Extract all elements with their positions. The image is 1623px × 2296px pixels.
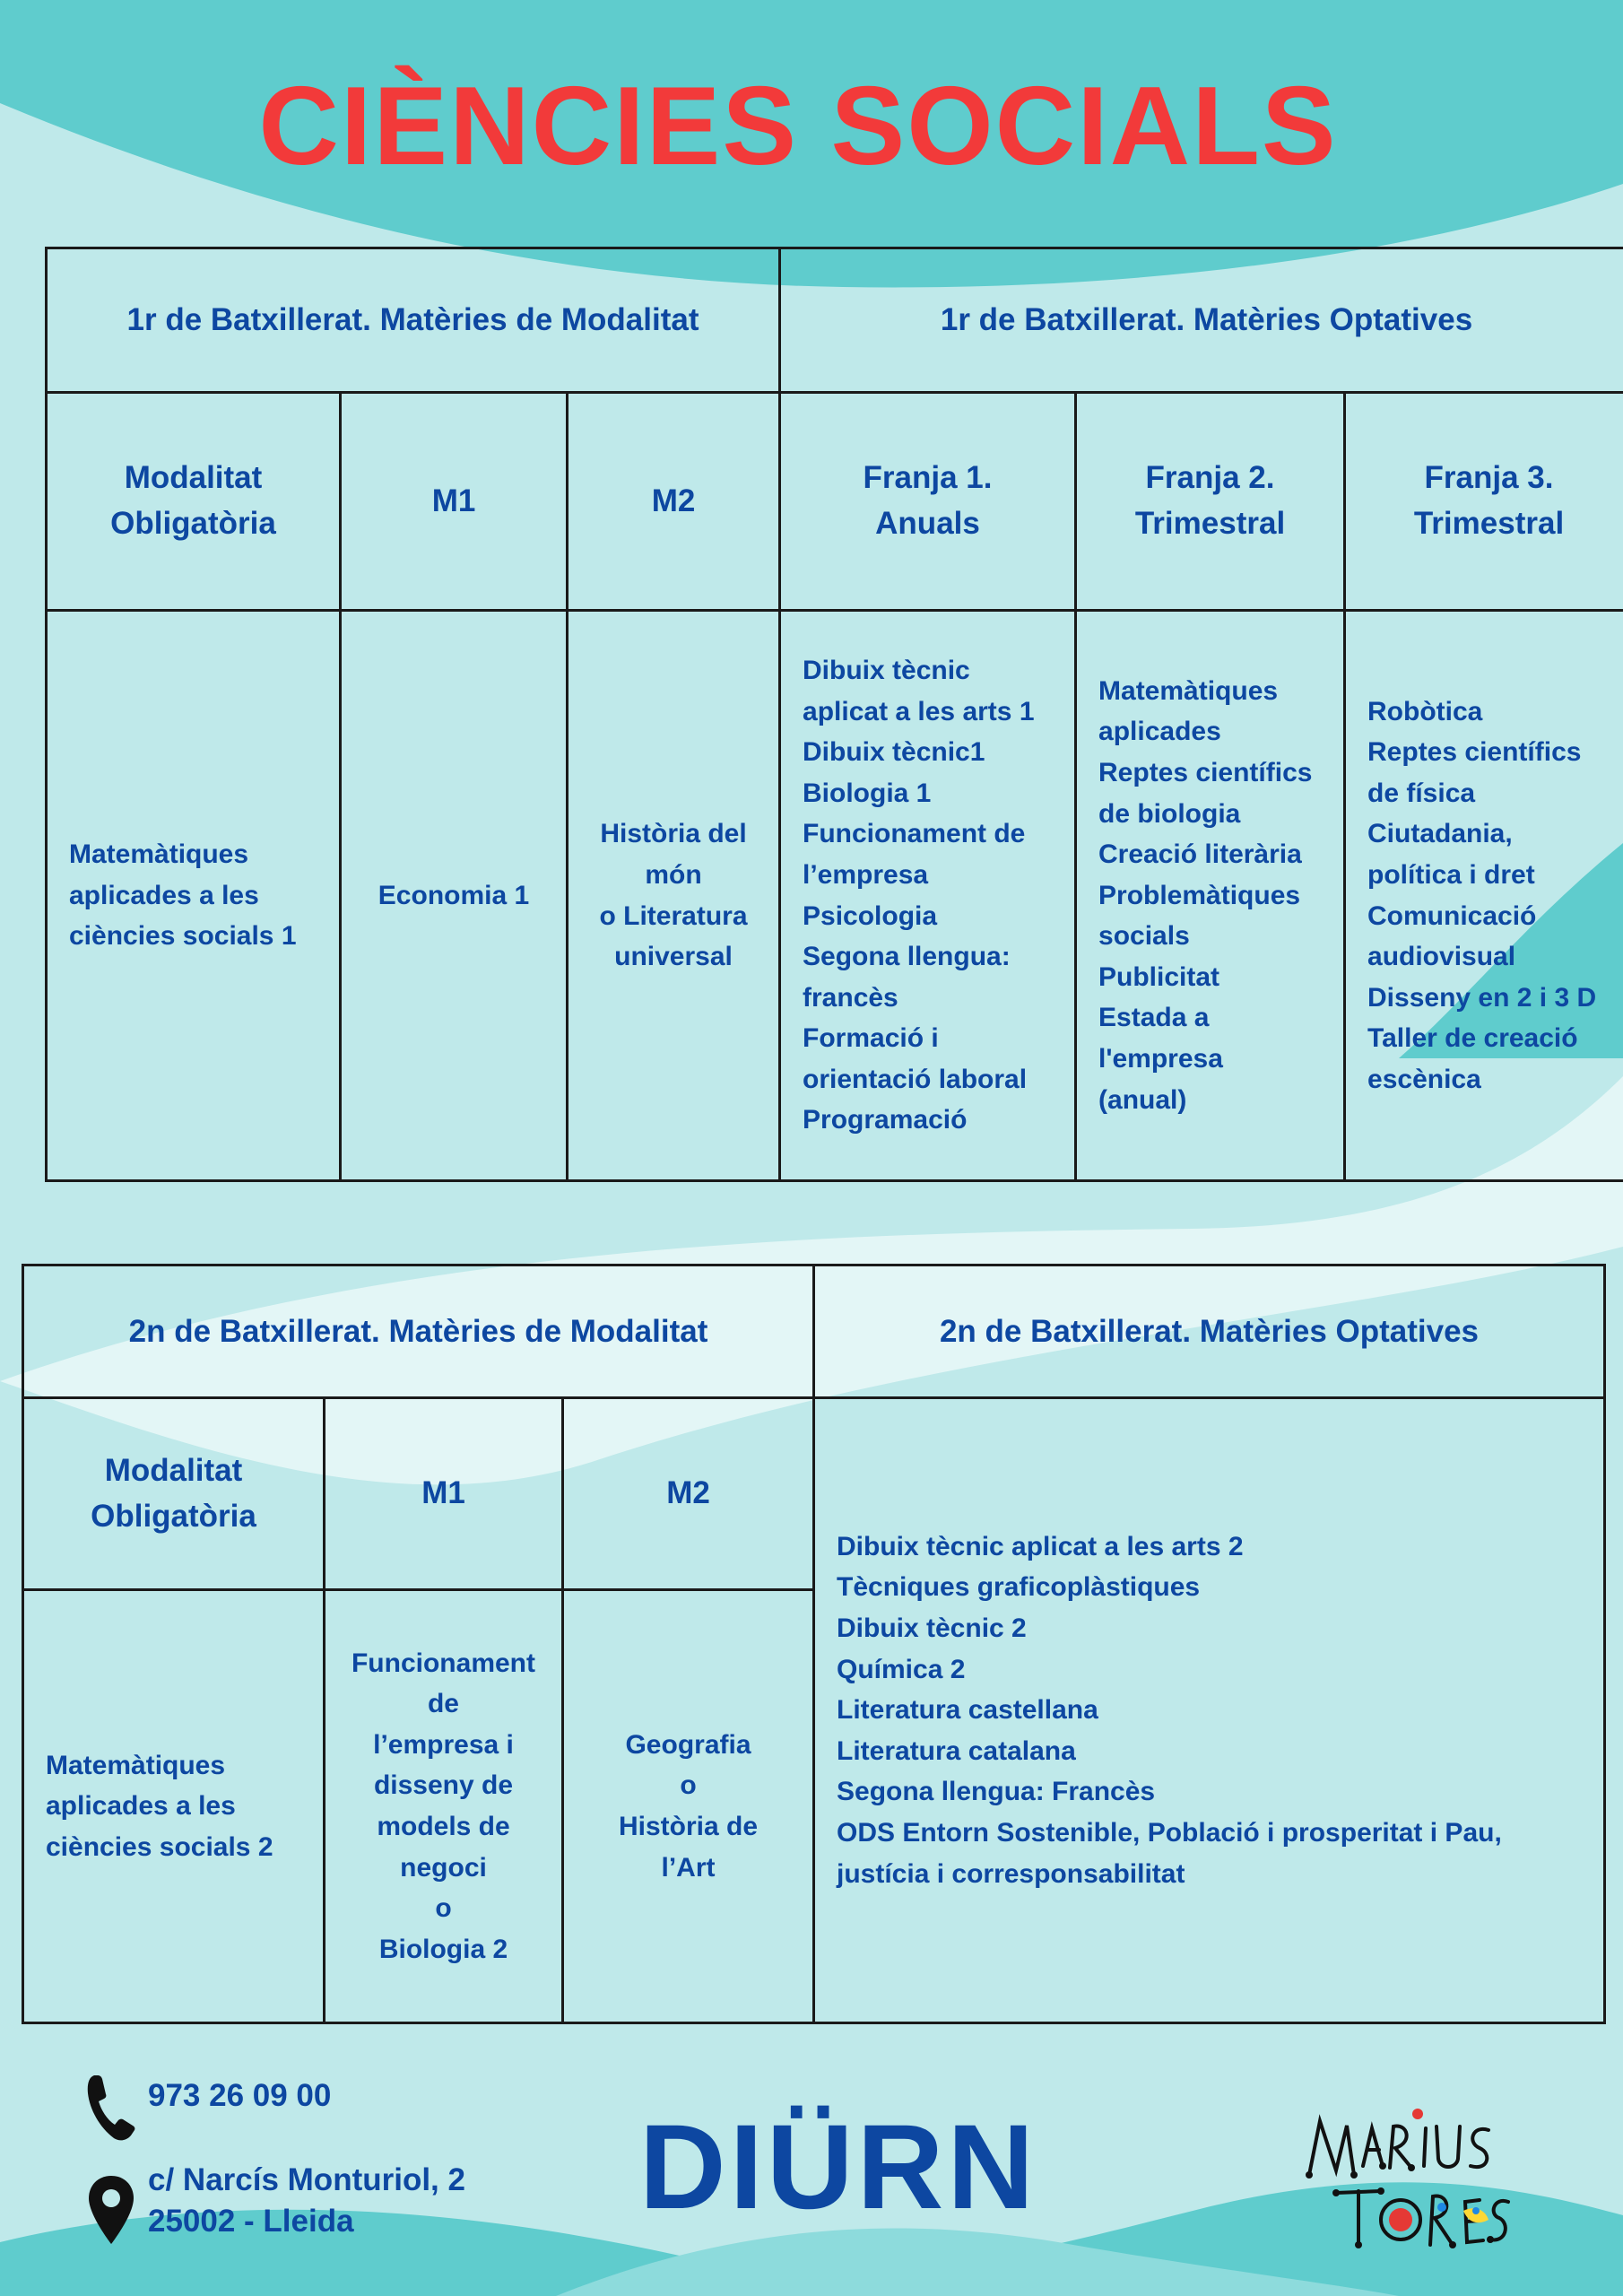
first-year-m1-subject: Economia 1 bbox=[341, 611, 568, 1181]
list-item: de biologia bbox=[1098, 798, 1241, 829]
location-pin-icon bbox=[85, 2174, 137, 2248]
second-year-table bbox=[22, 1264, 1606, 2024]
list-item: Formació i bbox=[803, 1023, 939, 1054]
second-year-optatives-header: 2n de Batxillerat. Matèries Optatives bbox=[814, 1265, 1605, 1398]
first-year-franja3-subjects bbox=[1345, 611, 1623, 1181]
marius-torres-logo bbox=[1300, 2103, 1515, 2256]
second-year-m2-subject: Geografia o Història de l’Art bbox=[563, 1590, 814, 2023]
phone-contact bbox=[85, 2072, 332, 2152]
list-item: Segona llengua: bbox=[803, 942, 1011, 972]
second-year-modalitat-header: 2n de Batxillerat. Matèries de Modalitat bbox=[23, 1265, 814, 1398]
column-header-m2: M2 bbox=[568, 393, 780, 611]
list-item: francès bbox=[803, 982, 898, 1013]
list-item: ODS Entorn Sostenible, Població i prosperitat i Pau, bbox=[837, 1817, 1502, 1848]
column-header-franja1: Franja 1. Anuals bbox=[780, 393, 1076, 611]
list-item: Dibuix tècnic1 bbox=[803, 737, 985, 768]
list-item: Dibuix tècnic 2 bbox=[837, 1613, 1027, 1644]
first-year-table bbox=[45, 247, 1623, 1182]
phone-number[interactable]: 973 26 09 00 bbox=[148, 2078, 332, 2113]
list-item: l’empresa bbox=[803, 859, 929, 890]
first-year-franja1-subjects bbox=[780, 611, 1076, 1181]
list-item: política i dret bbox=[1367, 859, 1535, 890]
list-item: de física bbox=[1367, 778, 1476, 808]
list-item: Estada a bbox=[1098, 1003, 1210, 1033]
second-year-column-header-obligatoria: Modalitat Obligatòria bbox=[23, 1398, 325, 1590]
column-header-franja3: Franja 3. Trimestral bbox=[1345, 393, 1623, 611]
list-item: Taller de creació bbox=[1367, 1023, 1578, 1054]
second-year-column-header-m2: M2 bbox=[563, 1398, 814, 1590]
list-item: Literatura catalana bbox=[837, 1735, 1076, 1766]
list-item: Tècniques graficoplàstiques bbox=[837, 1572, 1201, 1603]
list-item: Funcionament de bbox=[803, 819, 1026, 849]
list-item: orientació laboral bbox=[803, 1064, 1028, 1094]
first-year-m2-subject: Història del món o Literatura universal bbox=[568, 611, 780, 1181]
list-item: Dibuix tècnic bbox=[803, 655, 970, 685]
list-item: Biologia 1 bbox=[803, 778, 932, 808]
list-item: (anual) bbox=[1098, 1084, 1187, 1115]
list-item: audiovisual bbox=[1367, 942, 1516, 972]
list-item: Programació bbox=[803, 1105, 968, 1135]
list-item: Matemàtiques bbox=[1098, 675, 1279, 706]
first-year-obligatoria-subject: Matemàtiques aplicades a les ciències socials 1 bbox=[47, 611, 341, 1181]
address-contact bbox=[85, 2160, 465, 2256]
list-item: Ciutadania, bbox=[1367, 819, 1513, 849]
list-item: escènica bbox=[1367, 1064, 1481, 1094]
second-year-optatives-subjects bbox=[814, 1398, 1605, 2023]
list-item: Reptes científics bbox=[1367, 737, 1582, 768]
second-year-m1-subject: Funcionament de l’empresa i disseny de models de negoci o Biologia 2 bbox=[325, 1590, 563, 2023]
list-item: socials bbox=[1098, 921, 1190, 952]
list-item: justícia i corresponsabilitat bbox=[837, 1858, 1185, 1889]
list-item: Robòtica bbox=[1367, 696, 1483, 726]
list-item: Creació literària bbox=[1098, 839, 1302, 870]
second-year-obligatoria-subject: Matemàtiques aplicades a les ciències socials 2 bbox=[23, 1590, 325, 2023]
column-header-m1: M1 bbox=[341, 393, 568, 611]
list-item: aplicat a les arts 1 bbox=[803, 696, 1035, 726]
list-item: Psicologia bbox=[803, 900, 938, 931]
list-item: Química 2 bbox=[837, 1654, 966, 1684]
list-item: Comunicació bbox=[1367, 900, 1537, 931]
second-year-column-header-m1: M1 bbox=[325, 1398, 563, 1590]
list-item: Reptes científics bbox=[1098, 757, 1313, 787]
first-year-optatives-header: 1r de Batxillerat. Matèries Optatives bbox=[780, 248, 1623, 393]
list-item: Disseny en 2 i 3 D bbox=[1367, 982, 1597, 1013]
list-item: Literatura castellana bbox=[837, 1695, 1098, 1726]
column-header-franja2: Franja 2. Trimestral bbox=[1076, 393, 1345, 611]
list-item: Dibuix tècnic aplicat a les arts 2 bbox=[837, 1531, 1244, 1561]
diurn-brand: DIÜRN bbox=[638, 2100, 1038, 2234]
list-item: Publicitat bbox=[1098, 961, 1220, 992]
list-item: Problemàtiques bbox=[1098, 880, 1301, 910]
address: c/ Narcís Monturiol, 2 25002 - Lleida bbox=[148, 2162, 465, 2239]
first-year-franja2-subjects bbox=[1076, 611, 1345, 1181]
list-item: aplicades bbox=[1098, 717, 1221, 747]
list-item: Segona llengua: Francès bbox=[837, 1777, 1156, 1807]
list-item: l'empresa bbox=[1098, 1044, 1223, 1074]
column-header-obligatoria: Modalitat Obligatòria bbox=[47, 393, 341, 611]
first-year-modalitat-header: 1r de Batxillerat. Matèries de Modalitat bbox=[47, 248, 780, 393]
phone-icon bbox=[85, 2072, 137, 2144]
page-title: CIÈNCIES SOCIALS bbox=[258, 65, 1338, 188]
